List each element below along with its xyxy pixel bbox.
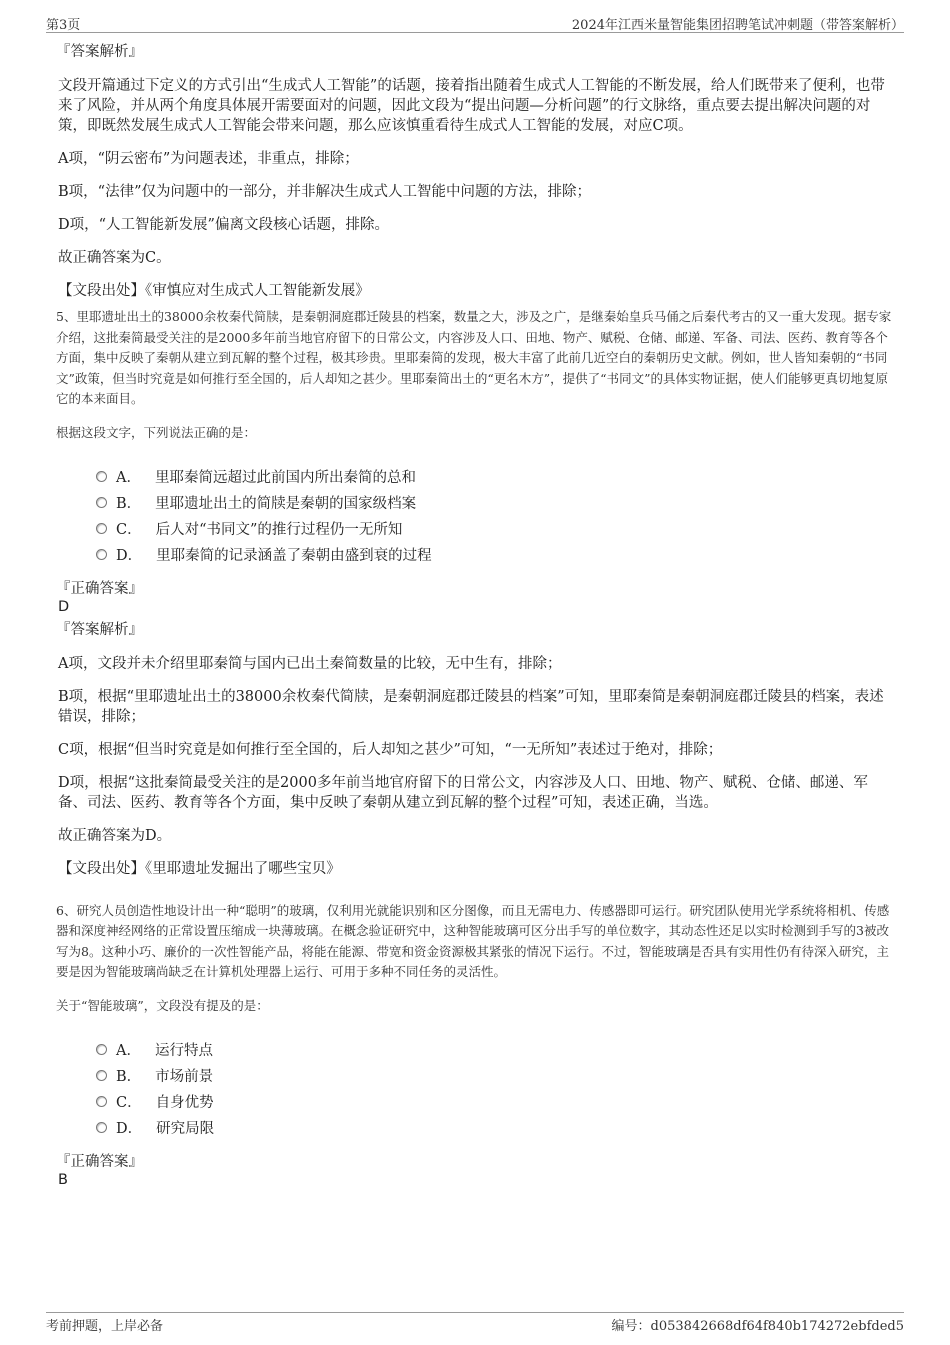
option-text: 里耶秦简的记录涵盖了秦朝由盛到衰的过程 bbox=[156, 548, 432, 564]
document-code: 编号：d053842668df64f840b174272ebfded5 bbox=[611, 1319, 904, 1334]
option-key: A． bbox=[116, 1043, 141, 1059]
option-text: 自身优势 bbox=[155, 1095, 214, 1111]
q5-options bbox=[96, 464, 894, 568]
q5-option-d[interactable] bbox=[96, 542, 894, 568]
q5-option-a[interactable] bbox=[96, 464, 894, 490]
page-content bbox=[56, 42, 894, 1193]
q4-analysis-label: 『答案解析』 bbox=[56, 44, 143, 60]
q5-option-b[interactable] bbox=[96, 490, 894, 516]
q5-answer-label: 『正确答案』 bbox=[56, 580, 143, 597]
q4-source: 【文段出处】《审慎应对生成式人工智能新发展》 bbox=[58, 283, 370, 299]
radio-icon[interactable] bbox=[96, 549, 107, 560]
document-title: 2024年江西米量智能集团招聘笔试冲刺题（带答案解析） bbox=[571, 18, 904, 33]
q5-analysis-para: D项，根据“这批秦简最受关注的是2000多年前当地官府留下的日常公文，内容涉及人口、田地、物产、赋税、仓储、邮递、军备、司法、医药、教育等各个方面，集中反映了秦朝从建立到瓦解的整个过程”可知，表述正确，当选。 bbox=[58, 774, 868, 811]
q6-question-text: 6、研究人员创造性地设计出一种“聪明”的玻璃，仅利用光就能识别和区分图像，而且无需电力、传感器即可运行。研究团队使用光学系统将相机、传感器和深度神经网络的正常设置压缩成一块薄玻璃。在概念验证研究中，这种智能玻璃可区分出手写的单位数字，其动态性还足以实时检测到手写的3被改写为8。这种小巧、廉价的一次性智能产品，将能在能源、带宽和资金资源极其紧张的情况下运行。不过，智能玻璃是否具有实用性仍有待深入研究，主要是因为智能玻璃尚缺乏在计算机处理器上运行、可用于多种不同任务的灵活性。 bbox=[56, 902, 890, 979]
q4-analysis-para: B项，“法律”仅为问题中的一部分，并非解决生成式人工智能中问题的方法，排除； bbox=[58, 184, 591, 200]
option-key: D． bbox=[116, 1121, 143, 1137]
option-key: D． bbox=[116, 548, 143, 564]
option-key: C． bbox=[116, 1095, 142, 1111]
q6-option-a[interactable] bbox=[96, 1037, 894, 1063]
option-text: 里耶秦简远超过此前国内所出秦简的总和 bbox=[154, 470, 416, 486]
q6-answer-label: 『正确答案』 bbox=[56, 1153, 143, 1170]
q6-option-c[interactable] bbox=[96, 1089, 894, 1115]
option-text: 里耶遗址出土的简牍是秦朝的国家级档案 bbox=[155, 496, 417, 512]
q6-option-b[interactable] bbox=[96, 1063, 894, 1089]
option-text: 后人对“书同文”的推行过程仍一无所知 bbox=[155, 522, 403, 538]
q5-analysis-label: 『答案解析』 bbox=[56, 621, 143, 638]
q4-analysis-para: A项，“阴云密布”为问题表述，非重点，排除； bbox=[58, 151, 359, 167]
q6-prompt: 关于“智能玻璃”，文段没有提及的是： bbox=[56, 997, 269, 1013]
option-text: 运行特点 bbox=[154, 1043, 213, 1059]
q5-option-c[interactable] bbox=[96, 516, 894, 542]
page-number: 第3页 bbox=[46, 18, 81, 33]
q6-answer: B bbox=[58, 1171, 68, 1188]
q4-analysis-para: 文段开篇通过下定义的方式引出“生成式人工智能”的话题，接着指出随着生成式人工智能的不断发展，给人们既带来了便利，也带来了风险，并从两个角度具体展开需要面对的问题，因此文段为“提出问题—分析问题”的行文脉络，重点要去提出解决问题的对策，即既然发展生成式人工智能会带来问题，那么应该慎重看待生成式人工智能的发展，对应C项。 bbox=[58, 78, 885, 134]
option-text: 市场前景 bbox=[155, 1069, 214, 1085]
q5-prompt: 根据这段文字，下列说法正确的是： bbox=[56, 424, 257, 440]
footer-slogan: 考前押题，上岸必备 bbox=[46, 1319, 164, 1334]
q4-analysis-para: 故正确答案为C。 bbox=[58, 250, 171, 266]
option-key: C． bbox=[116, 522, 142, 538]
q5-analysis-para: 故正确答案为D。 bbox=[58, 827, 172, 844]
option-key: B． bbox=[116, 496, 142, 512]
radio-icon[interactable] bbox=[96, 1070, 107, 1081]
radio-icon[interactable] bbox=[96, 497, 107, 508]
q5-analysis-para: A项，文段并未介绍里耶秦简与国内已出土秦简数量的比较，无中生有，排除； bbox=[58, 655, 562, 672]
q6-options bbox=[96, 1037, 894, 1141]
q4-analysis-para: D项，“人工智能新发展”偏离文段核心话题，排除。 bbox=[58, 217, 389, 233]
page-header bbox=[46, 12, 904, 33]
radio-icon[interactable] bbox=[96, 523, 107, 534]
q5-analysis-para: B项，根据“里耶遗址出土的38000余枚秦代简牍，是秦朝洞庭郡迁陵县的档案”可知，里耶秦简是秦朝洞庭郡迁陵县的档案，表述错误，排除； bbox=[58, 688, 884, 725]
radio-icon[interactable] bbox=[96, 1122, 107, 1133]
radio-icon[interactable] bbox=[96, 1096, 107, 1107]
option-text: 研究局限 bbox=[156, 1121, 215, 1137]
radio-icon[interactable] bbox=[96, 1044, 107, 1055]
q5-analysis-para: C项，根据“但当时究竟是如何推行至全国的，后人却知之甚少”可知，“一无所知”表述过于绝对，排除； bbox=[58, 741, 723, 758]
option-key: A． bbox=[116, 470, 141, 486]
q5-question-text: 5、里耶遗址出土的38000余枚秦代简牍，是秦朝洞庭郡迁陵县的档案，数量之大，涉及之广，是继秦始皇兵马俑之后秦代考古的又一重大发现。据专家介绍，这批秦简最受关注的是2000多年前当地官府留下的日常公文，内容涉及人口、田地、物产、赋税、仓储、邮递、军备、司法、医药、教育等各个方面，集中反映了秦朝从建立到瓦解的整个过程，极其珍贵。里耶秦简的发现，极大丰富了此前几近空白的秦朝历史文献。例如，世人皆知秦朝的“书同文”政策，但当时究竟是如何推行至全国的，后人却知之甚少。里耶秦简出土的“更名木方”，提供了“书同文”的具体实物证据，使人们能够更真切地复原它的本来面目。 bbox=[56, 309, 892, 406]
option-key: B． bbox=[116, 1069, 142, 1085]
page-footer bbox=[46, 1312, 904, 1335]
q6-option-d[interactable] bbox=[96, 1115, 894, 1141]
q5-source: 【文段出处】《里耶遗址发掘出了哪些宝贝》 bbox=[58, 860, 341, 877]
radio-icon[interactable] bbox=[96, 471, 107, 482]
q5-answer: D bbox=[58, 598, 70, 615]
